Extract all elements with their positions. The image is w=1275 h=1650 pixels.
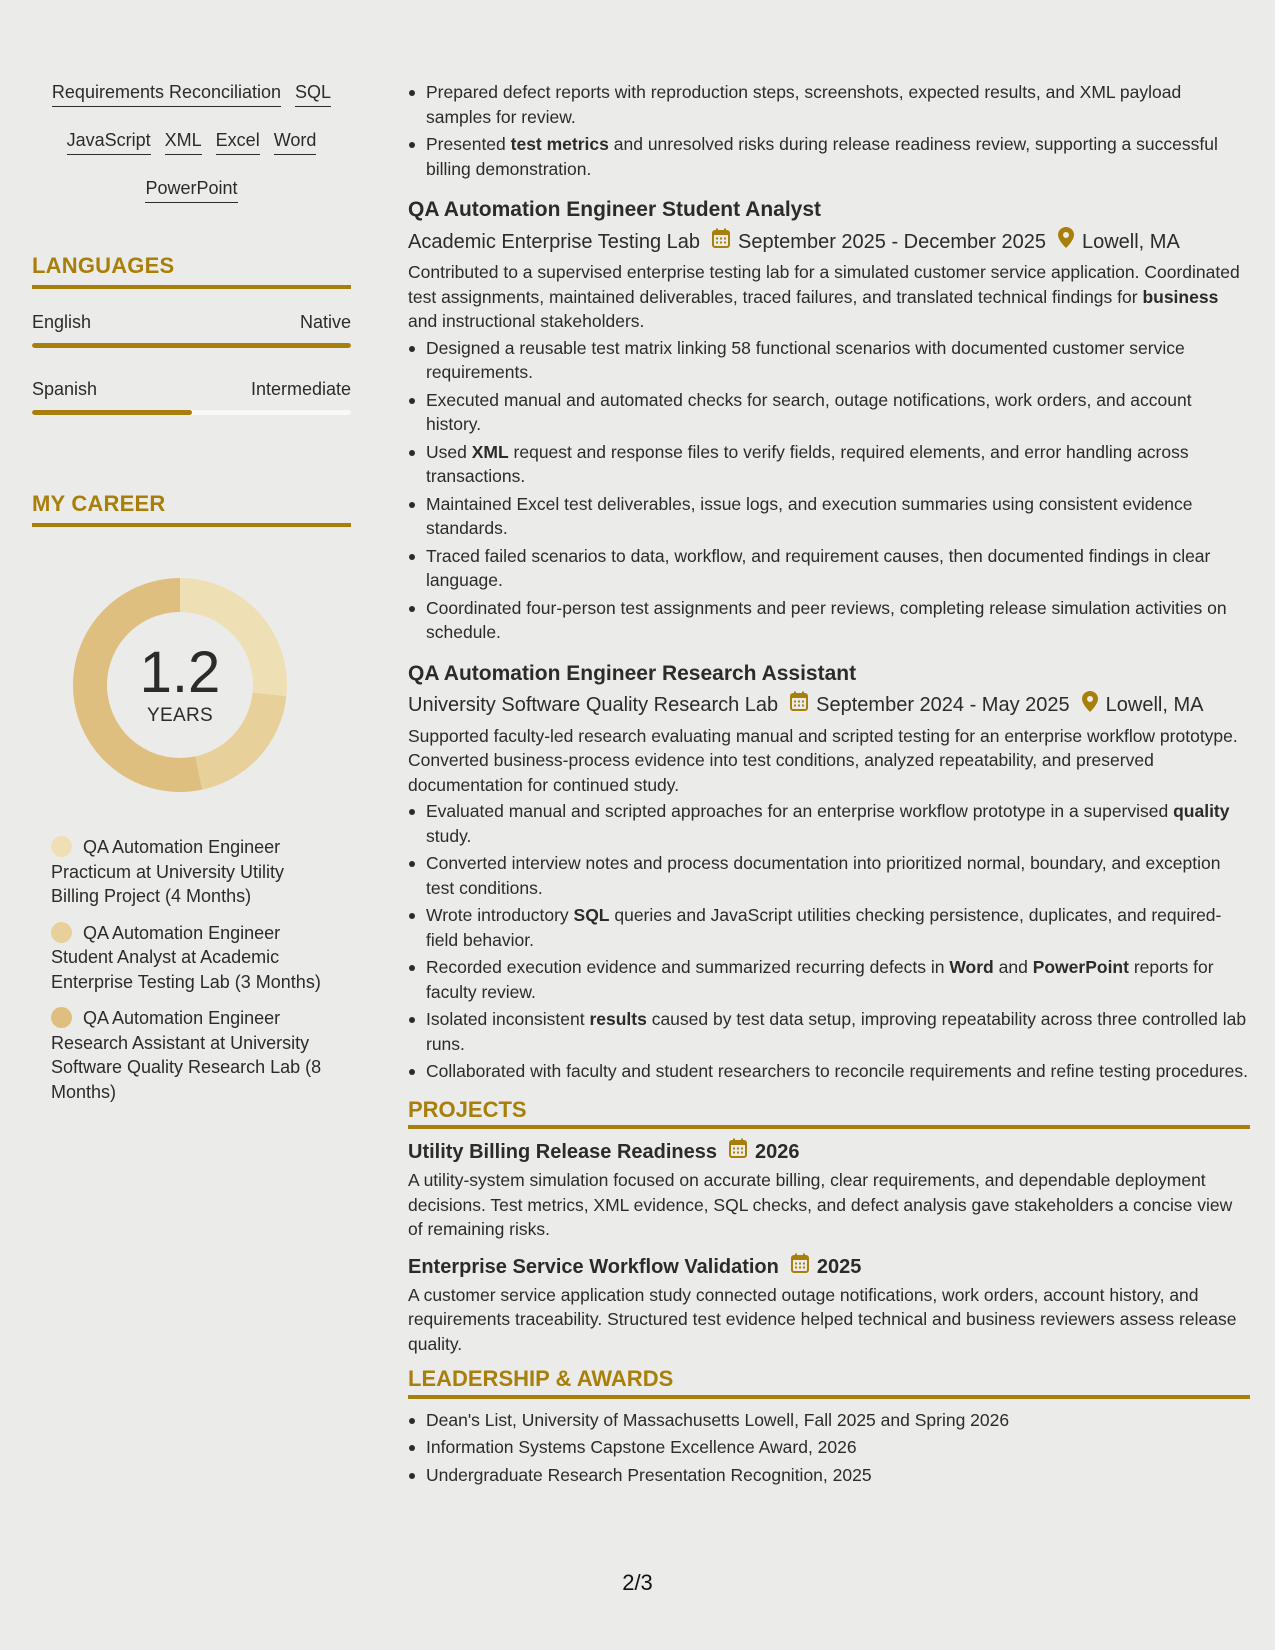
skill-tag: XML (165, 128, 202, 155)
calendar-icon (729, 1138, 747, 1166)
career-legend-label: QA Automation Engineer Practicum at University Utility Billing Project (4 Months) (51, 837, 285, 906)
bullet-item: Prepared defect reports with reproduction steps, screenshots, expected results, and XML payload samples for review. (408, 80, 1250, 129)
job-title: QA Automation Engineer Research Assistant (408, 661, 857, 685)
career-donut-chart (65, 570, 295, 800)
language-name: English (32, 312, 92, 332)
calendar-icon (712, 228, 730, 256)
job-bullets (408, 799, 1250, 1084)
skill-tag: Word (274, 128, 317, 155)
career-total-unit: YEARS (147, 705, 213, 726)
skill-tag: JavaScript (67, 128, 151, 155)
bullet-item: Presented test metrics and unresolved risks during release readiness review, supporting a successful billing demonstration. (408, 132, 1250, 181)
legend-dot-icon (51, 922, 72, 943)
main-content (408, 80, 1250, 1490)
language-name: Spanish (32, 379, 98, 399)
language-bar (32, 343, 351, 348)
calendar-icon (791, 1253, 809, 1281)
project-year: 2025 (816, 1255, 862, 1278)
sidebar (32, 80, 351, 1116)
bullet-item: Isolated inconsistent results caused by test data setup, improving repeatability across three controlled lab runs. (408, 1007, 1250, 1056)
bullet-item: Traced failed scenarios to data, workflow, and requirement causes, then documented findings in clear language. (408, 544, 1250, 593)
job-location: Lowell, MA (1081, 230, 1180, 253)
award-item: Undergraduate Research Presentation Recognition, 2025 (408, 1463, 1250, 1488)
skills-row (32, 128, 351, 155)
job-organization: Academic Enterprise Testing Lab (408, 230, 701, 253)
project-description: A utility-system simulation focused on accurate billing, clear requirements, and dependable deployment decisions. Test metrics, XML evidence, SQL checks, and defect analysis gave stakeholders a concise view of remaining risks. (408, 1170, 1233, 1239)
career-legend-item (51, 1006, 351, 1104)
career-legend (32, 835, 351, 1104)
bullet-item: Wrote introductory SQL queries and JavaScript utilities checking persistence, duplicates, and required-field behavior. (408, 903, 1250, 952)
language-level: Intermediate (250, 379, 351, 399)
bullet-item: Designed a reusable test matrix linking 58 functional scenarios with documented customer service requirements. (408, 336, 1250, 385)
prior-job-bullets (408, 80, 1250, 181)
legend-dot-icon (51, 1007, 72, 1028)
job-meta (408, 227, 1250, 256)
project-description: A customer service application study connected outage notifications, work orders, account history, and requirements traceability. Structured test evidence helped technical and business reviewers assess release quality. (408, 1284, 1237, 1354)
project-title: Enterprise Service Workflow Validation (408, 1255, 779, 1278)
job-title: QA Automation Engineer Student Analyst (408, 198, 822, 221)
skill-tag: SQL (295, 80, 331, 107)
career-total-years: 1.2 (139, 640, 221, 705)
bullet-item: Recorded execution evidence and summarized recurring defects in Word and PowerPoint reports for faculty review. (408, 955, 1250, 1004)
bullet-item: Collaborated with faculty and student researchers to reconcile requirements and refine testing procedures. (408, 1059, 1250, 1084)
job-dates: September 2024 - May 2025 (816, 694, 1070, 716)
job-dates: September 2025 - December 2025 (738, 230, 1046, 253)
career-legend-item (51, 835, 351, 909)
language-item (32, 312, 351, 348)
page-number: 2/3 (622, 1570, 653, 1595)
award-item: Information Systems Capstone Excellence Award, 2026 (408, 1435, 1250, 1460)
language-bar (32, 410, 351, 415)
awards-heading: LEADERSHIP & AWARDS (408, 1367, 1250, 1399)
language-item (32, 379, 351, 415)
job-bullets (408, 336, 1250, 645)
bullet-item: Converted interview notes and process documentation into prioritized normal, boundary, and exception test conditions. (408, 851, 1250, 900)
job-description: Supported faculty-led research evaluating manual and scripted testing for an enterprise workflow prototype. Converted business-process evidence into test conditions, analyzed repeatability, and preserved documentation for continued study. (408, 725, 1238, 795)
bullet-item: Coordinated four-person test assignments and peer reviews, completing release simulation activities on schedule. (408, 596, 1250, 645)
skills-row (32, 176, 351, 203)
skill-tag: Excel (216, 128, 260, 155)
project-entry (408, 1253, 1250, 1357)
location-pin-icon (1058, 227, 1074, 256)
skills-list (32, 80, 351, 203)
career-legend-item (51, 921, 351, 995)
job-description: Contributed to a supervised enterprise testing lab for a simulated customer service application. Coordinated test assignments, maintained deliverables, traced failures, and translated technical findings for business and instructional stakeholders. (408, 262, 1240, 331)
job-location: Lowell, MA (1105, 694, 1204, 716)
language-bar-fill (32, 410, 192, 415)
projects-heading: PROJECTS (408, 1098, 1250, 1130)
languages-heading: LANGUAGES (32, 253, 351, 289)
language-level: Native (299, 312, 351, 332)
experience-entry (408, 196, 1250, 645)
project-title: Utility Billing Release Readiness (408, 1141, 717, 1163)
skill-tag: Requirements Reconciliation (52, 80, 281, 107)
bullet-item: Executed manual and automated checks for search, outage notifications, work orders, and account history. (408, 388, 1250, 437)
legend-dot-icon (51, 836, 72, 857)
project-entry (408, 1138, 1250, 1242)
job-meta (408, 691, 1250, 720)
bullet-item: Evaluated manual and scripted approaches for an enterprise workflow prototype in a supervised quality study. (408, 799, 1250, 848)
experience-entry (408, 660, 1250, 1084)
skills-row (32, 80, 351, 107)
bullet-item: Used XML request and response files to verify fields, required elements, and error handling across transactions. (408, 440, 1250, 489)
location-pin-icon (1082, 691, 1098, 720)
project-year: 2026 (755, 1141, 800, 1163)
bullet-item: Maintained Excel test deliverables, issue logs, and execution summaries using consistent evidence standards. (408, 492, 1250, 541)
award-item: Dean's List, University of Massachusetts Lowell, Fall 2025 and Spring 2026 (408, 1408, 1250, 1433)
career-legend-label: QA Automation Engineer Research Assistant at University Software Quality Research Lab (8 Months) (51, 1008, 322, 1102)
awards-list (408, 1408, 1250, 1488)
career-heading: MY CAREER (32, 491, 351, 527)
language-bar-fill (32, 343, 351, 348)
career-legend-label: QA Automation Engineer Student Analyst at Academic Enterprise Testing Lab (3 Months) (51, 922, 321, 992)
calendar-icon (790, 691, 808, 719)
job-organization: University Software Quality Research Lab (408, 694, 779, 716)
skill-tag: PowerPoint (145, 176, 237, 203)
